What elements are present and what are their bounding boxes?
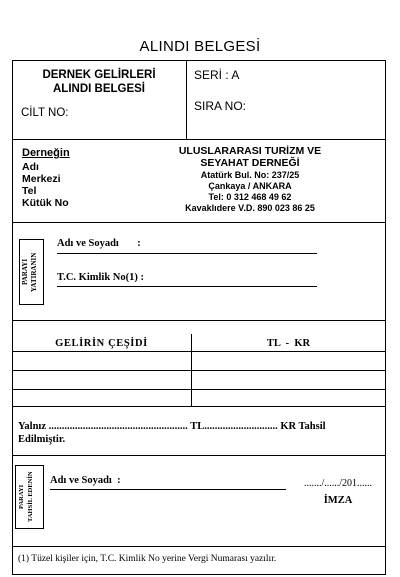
org-label-tel: Tel (22, 185, 37, 197)
org-name-2: SEYAHAT DERNEĞİ (200, 157, 300, 169)
table-row-line (12, 406, 386, 407)
table-row-line (12, 370, 386, 371)
payer-tc-line (57, 286, 317, 287)
org-address-2: Çankaya / ANKARA (208, 181, 292, 191)
footnote: (1) Tüzel kişiler için, T.C. Kimlik No yerine Vergi Numarası yazılır. (18, 554, 277, 564)
org-label-kutuk-no: Kütük No (22, 197, 69, 209)
payer-name-line (57, 253, 317, 254)
collector-top-divider (12, 455, 386, 456)
table-row-line (12, 389, 386, 390)
income-type-header: GELİRİN ÇEŞİDİ (55, 338, 148, 349)
left-title-2: ALINDI BELGESİ (52, 83, 145, 95)
collector-date: ......./....../201...... (303, 478, 373, 489)
header-divider-vertical (186, 60, 187, 140)
collector-bottom-divider (12, 546, 386, 547)
seri-label: SERİ : A (194, 68, 240, 82)
org-label-merkezi: Merkezi (22, 173, 61, 185)
total-amount-line: Yalnız ..................................................... TL............................ KR Tahsil (18, 421, 326, 432)
payer-side-label: PARAYI YATIRANIN (21, 252, 38, 292)
org-tax-number: Kavaklıdere V.D. 890 023 86 25 (185, 203, 315, 213)
amount-header: TL - KR (266, 338, 311, 349)
collector-signature-label: İMZA (323, 495, 353, 506)
payer-name-label: Adı ve Soyadı : (57, 238, 141, 249)
org-section-label: Derneğin (22, 147, 70, 159)
header-divider-horizontal (12, 139, 386, 140)
sira-no-label: SIRA NO: (194, 99, 247, 113)
org-tel: Tel: 0 312 468 49 62 (208, 192, 292, 202)
cilt-no-label: CİLT NO: (21, 107, 69, 119)
left-title-1: DERNEK GELİRLERİ (42, 69, 156, 81)
collector-name-label: Adı ve Soyadı : (50, 475, 121, 486)
collector-side-label: PARAYI TAHSİL EDENİN (18, 471, 34, 523)
org-label-adi: Adı (22, 161, 39, 173)
collector-name-line (50, 489, 286, 490)
org-address-1: Atatürk Bul. No: 237/25 (200, 170, 300, 180)
total-amount-line-2: Edilmiştir. (18, 434, 66, 445)
org-name-1: ULUSLARARASI TURİZM VE (178, 145, 322, 157)
page-title: ALINDI BELGESİ (139, 38, 261, 55)
payer-tc-label: T.C. Kimlik No(1) : (57, 272, 145, 283)
table-row-line (12, 351, 386, 352)
